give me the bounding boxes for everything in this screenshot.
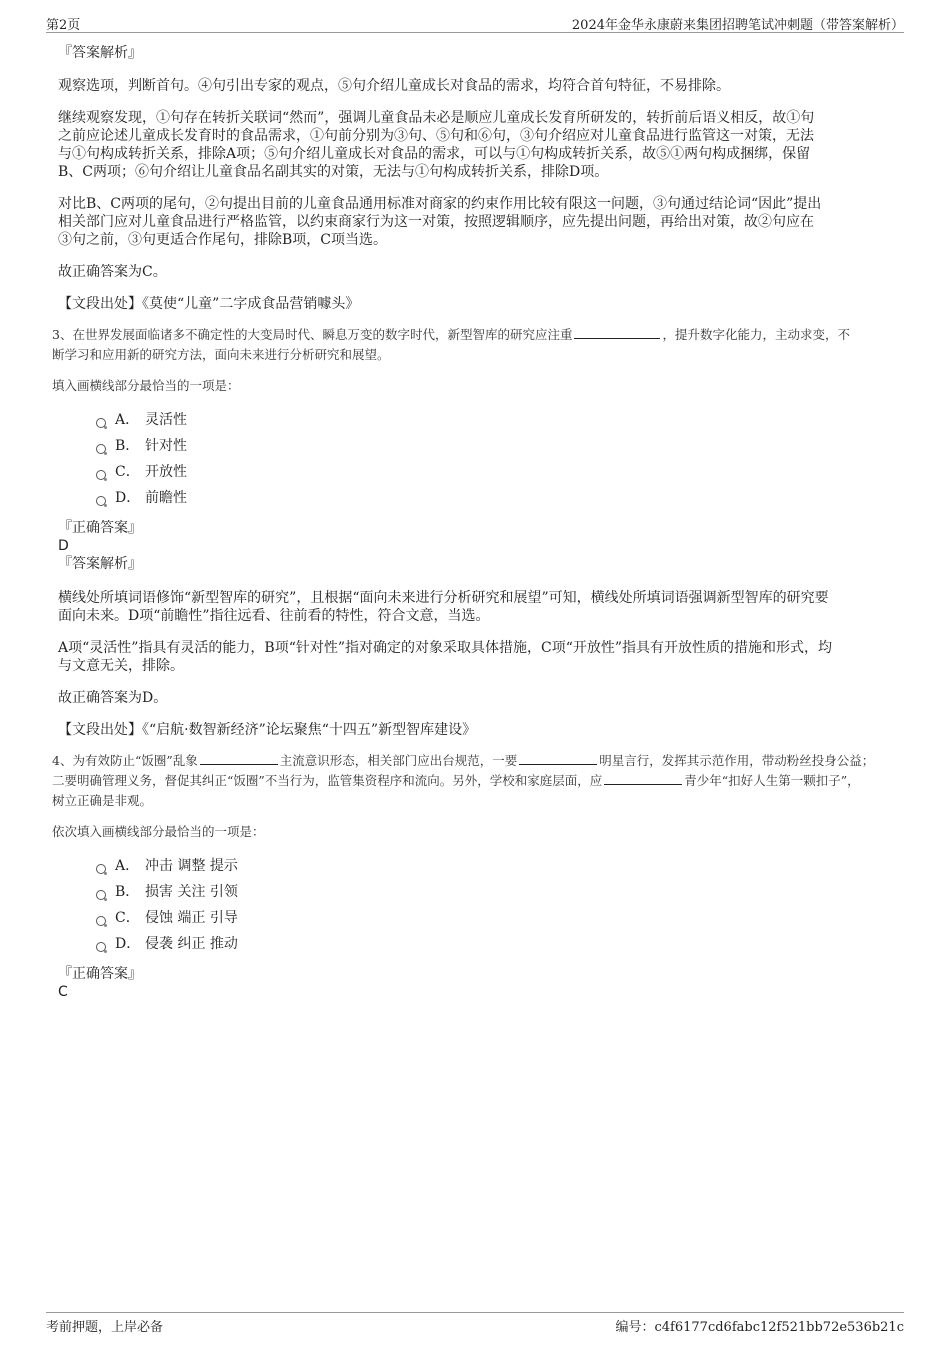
q4-stem-part: 明星言行，发挥其示范作用，带动粉丝投身公益； — [599, 753, 875, 768]
q2-p2-line: 继续观察发现，①句存在转折关联词“然而”，强调儿童食品未必是顺应儿童成长发育所研发的，转折前后语义相反，故①句 — [58, 110, 815, 126]
page-header — [46, 12, 904, 33]
q4-stem-part: 树立正确是非观。 — [52, 793, 153, 808]
q2-analysis-p1: 观察选项，判断首句。④句引出专家的观点，⑤句介绍儿童成长对食品的需求，均符合首句特征，不易排除。 — [58, 78, 730, 94]
q4-option-b[interactable] — [96, 879, 896, 905]
q3-option-b[interactable] — [96, 433, 896, 459]
q2-p3-line: ③句之前，③句更适合作尾句，排除B项，C项当选。 — [58, 232, 387, 248]
q3-stem-part: 3、在世界发展面临诸多不确定性的大变局时代、瞬息万变的数字时代，新型智库的研究应注重 — [52, 327, 573, 342]
q3-analysis-p2 — [56, 639, 896, 675]
q3-option-a[interactable] — [96, 407, 896, 433]
q2-source: 【文段出处】《莫使“儿童”二字成食品营销噱头》 — [58, 296, 360, 312]
q4-stem-part: 主流意识形态，相关部门应出台规范，一要 — [279, 753, 518, 768]
radio-icon[interactable] — [96, 916, 106, 926]
radio-icon[interactable] — [96, 444, 106, 454]
q4-stem-part: 青少年“扣好人生第一颗扣子”， — [684, 773, 860, 788]
q4-stem — [52, 751, 896, 811]
q2-analysis-label: 『答案解析』 — [58, 45, 142, 61]
radio-icon[interactable] — [96, 942, 106, 952]
option-text: 侵袭 纠正 推动 — [145, 936, 238, 952]
q3-p1-line: 面向未来。D项“前瞻性”指往远看、往前看的特性，符合文意，当选。 — [58, 608, 490, 624]
option-letter: A． — [115, 412, 140, 428]
q4-answer: C — [58, 984, 68, 1000]
q3-conclusion: 故正确答案为D。 — [58, 690, 168, 706]
q4-options — [96, 853, 896, 957]
option-letter: D． — [115, 936, 141, 952]
q4-option-d[interactable] — [96, 931, 896, 957]
q3-hint: 填入画横线部分最恰当的一项是： — [52, 378, 240, 393]
q3-stem-part: ，提升数字化能力，主动求变，不 — [662, 327, 850, 342]
q4-option-a[interactable] — [96, 853, 896, 879]
option-text: 针对性 — [145, 438, 187, 454]
q2-analysis-p3 — [56, 195, 896, 249]
radio-icon[interactable] — [96, 418, 106, 428]
q3-answer-label: 『正确答案』 — [58, 520, 142, 536]
q2-analysis-p2 — [56, 109, 896, 181]
q2-p2-line: B、C两项；⑥句介绍让儿童食品名副其实的对策，无法与①句构成转折关系，排除D项。 — [58, 164, 609, 180]
q3-blank — [574, 326, 660, 339]
q3-stem — [52, 325, 896, 365]
q4-blank — [604, 772, 682, 785]
q3-p2-line: 与文意无关，排除。 — [58, 658, 184, 674]
option-letter: B． — [115, 438, 140, 454]
option-letter: C． — [115, 464, 140, 480]
q4-answer-label: 『正确答案』 — [58, 966, 142, 982]
radio-icon[interactable] — [96, 470, 106, 480]
option-text: 灵活性 — [145, 412, 187, 428]
q3-source: 【文段出处】《“启航·数智新经济”论坛聚焦“十四五”新型智库建设》 — [58, 722, 477, 738]
q3-options — [96, 407, 896, 511]
q3-analysis-p1 — [56, 589, 896, 625]
option-letter: C． — [115, 910, 140, 926]
q4-stem-part: 二要明确管理义务，督促其纠正“饭圈”不当行为，监管集资程序和流向。另外，学校和家庭层面，应 — [52, 773, 603, 788]
q4-blank — [200, 752, 278, 765]
q4-stem-part: 4、为有效防止“饭圈”乱象 — [52, 753, 198, 768]
option-letter: B． — [115, 884, 140, 900]
radio-icon[interactable] — [96, 496, 106, 506]
option-text: 冲击 调整 提示 — [145, 858, 238, 874]
q4-hint: 依次填入画横线部分最恰当的一项是： — [52, 824, 265, 839]
radio-icon[interactable] — [96, 864, 106, 874]
option-letter: A． — [115, 858, 140, 874]
q3-p2-line: A项“灵活性”指具有灵活的能力，B项“针对性”指对确定的对象采取具体措施，C项“开放性”指具有开放性质的措施和形式，均 — [58, 640, 833, 656]
document-title: 2024年金华永康蔚来集团招聘笔试冲刺题（带答案解析） — [571, 18, 904, 33]
page-footer — [46, 1312, 904, 1335]
radio-icon[interactable] — [96, 890, 106, 900]
footer-slogan: 考前押题，上岸必备 — [46, 1320, 164, 1335]
option-letter: D． — [115, 490, 141, 506]
page-content — [52, 44, 896, 1001]
q3-option-d[interactable] — [96, 485, 896, 511]
q2-p2-line: 之前应论述儿童成长发育时的食品需求，①句前分别为③句、⑤句和⑥句，③句介绍应对儿童食品进行监管这一对策，无法 — [58, 128, 814, 144]
q3-p1-line: 横线处所填词语修饰“新型智库的研究”，且根据“面向未来进行分析研究和展望”可知，横线处所填词语强调新型智库的研究要 — [58, 590, 829, 606]
q2-p2-line: 与①句构成转折关系，排除A项；⑤句介绍儿童成长对食品的需求，可以与①句构成转折关系，故⑤①两句构成捆绑，保留 — [58, 146, 811, 162]
q2-p3-line: 对比B、C两项的尾句，②句提出目前的儿童食品通用标准对商家的约束作用比较有限这一问题，③句通过结论词“因此”提出 — [58, 196, 822, 212]
q2-conclusion: 故正确答案为C。 — [58, 264, 167, 280]
q3-option-c[interactable] — [96, 459, 896, 485]
page-number: 第2页 — [46, 18, 81, 33]
document-id: 编号：c4f6177cd6fabc12f521bb72e536b21c — [615, 1320, 904, 1335]
q3-stem-part: 断学习和应用新的研究方法，面向未来进行分析研究和展望。 — [52, 347, 390, 362]
option-text: 损害 关注 引领 — [145, 884, 238, 900]
q3-answer: D — [58, 538, 69, 554]
q3-analysis-label: 『答案解析』 — [58, 556, 142, 572]
option-text: 侵蚀 端正 引导 — [145, 910, 238, 926]
option-text: 开放性 — [145, 464, 187, 480]
q4-option-c[interactable] — [96, 905, 896, 931]
q2-p3-line: 相关部门应对儿童食品进行严格监管，以约束商家行为这一对策，按照逻辑顺序，应先提出问题，再给出对策，故②句应在 — [58, 214, 814, 230]
option-text: 前瞻性 — [145, 490, 187, 506]
q4-blank — [519, 752, 597, 765]
